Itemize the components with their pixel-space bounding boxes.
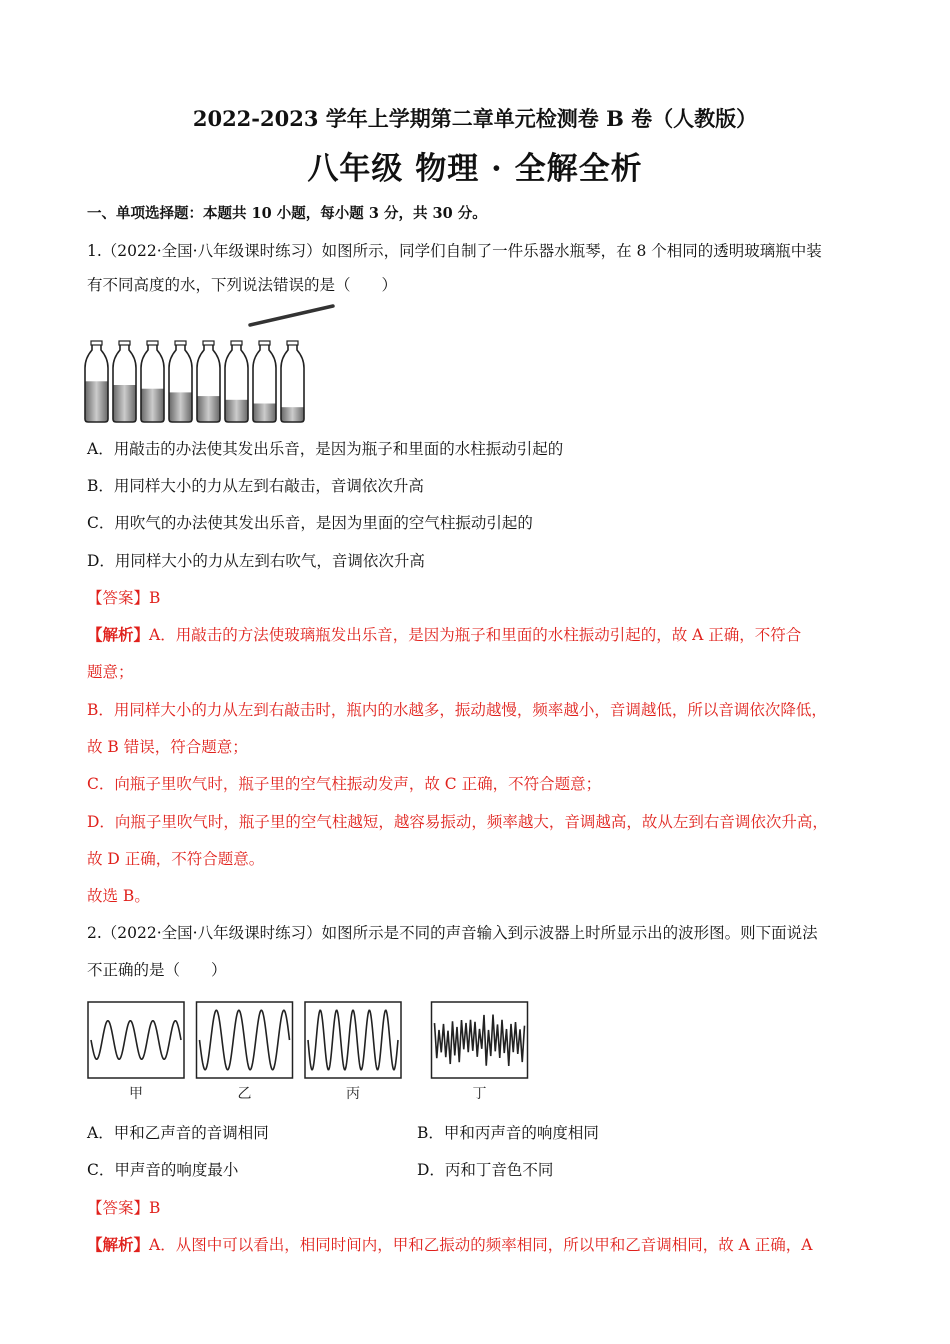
q2-option-b: B．甲和丙声音的响度相同 [417, 1124, 599, 1142]
q1-option-b: B．用同样大小的力从左到右敲击，音调依次升高 [87, 477, 424, 495]
water-column [251, 404, 278, 425]
q2-option-c: C．甲声音的响度最小 [87, 1161, 239, 1179]
waveform-panel [432, 1002, 528, 1102]
q2-answer: 【答案】B [87, 1199, 161, 1217]
q2-analysis-label: 【解析】 [87, 1235, 150, 1254]
waveform-panel [305, 1002, 401, 1102]
bottle-mouth [231, 341, 242, 345]
water-bottle [279, 341, 306, 424]
water-bottle [83, 341, 110, 424]
striking-stick [250, 306, 333, 325]
q1-stem-line2: 有不同高度的水，下列说法错误的是（ ） [87, 276, 398, 294]
q1-analysis-line5: C．向瓶子里吹气时，瓶子里的空气柱振动发声，故 C 正确，不符合题意； [87, 775, 602, 793]
waveform-figure [86, 998, 526, 1108]
q1-option-a: A．用敲击的办法使其发出乐音，是因为瓶子和里面的水柱振动引起的 [87, 440, 564, 458]
q2-option-a: A．甲和乙声音的音调相同 [87, 1124, 269, 1142]
bottle-mouth [203, 341, 214, 345]
waveform-panel [197, 1002, 293, 1102]
bottle-mouth [91, 341, 102, 345]
q1-analysis-label: 【解析】 [87, 625, 150, 644]
q1-option-d: D．用同样大小的力从左到右吹气，音调依次升高 [87, 552, 425, 570]
q2-stem-line2: 不正确的是（ ） [87, 961, 227, 979]
q2-stem-line1: 2.（2022·全国·八年级课时练习）如图所示是不同的声音输入到示波器上时所显示出的波形图。则下面说法 [87, 924, 818, 942]
water-column [83, 381, 110, 424]
q1-analysis-line3: B．用同样大小的力从左到右敲击时，瓶内的水越多，振动越慢，频率越小，音调越低，所以音调依次降低， [87, 701, 827, 719]
water-bottle [111, 341, 138, 424]
water-bottle [167, 341, 194, 424]
bottle-mouth [259, 341, 270, 345]
bottle-mouth [287, 341, 298, 345]
q1-analysis-line1: 【解析】A．用敲击的方法使玻璃瓶发出乐音，是因为瓶子和里面的水柱振动引起的，故 A 正确，不符合 [87, 625, 802, 644]
water-column [139, 389, 166, 424]
section-heading: 一、单项选择题：本题共 10 小题，每小题 3 分，共 30 分。 [87, 205, 487, 222]
q1-answer: 【答案】B [87, 589, 161, 607]
water-bottle [251, 341, 278, 424]
water-bottle [139, 341, 166, 424]
water-column [167, 392, 194, 424]
oscilloscope-frame [432, 1002, 528, 1078]
q1-analysis-line6: D．向瓶子里吹气时，瓶子里的空气柱越短，越容易振动，频率越大，音调越高，故从左到右音调依次升高， [87, 813, 828, 831]
q1-analysis-line4: 故 B 错误，符合题意； [87, 738, 248, 756]
q1-analysis-line2: 题意； [87, 663, 134, 681]
water-column [223, 400, 250, 424]
waveform-label: 甲 [129, 1086, 143, 1102]
q1-analysis-line7: 故 D 正确，不符合题意。 [87, 850, 265, 868]
water-bottle-figure [80, 302, 340, 427]
q2-analysis-line1: 【解析】A．从图中可以看出，相同时间内，甲和乙振动的频率相同，所以甲和乙音调相同，故 A 正确，A [87, 1235, 813, 1254]
q2-option-d: D．丙和丁音色不同 [417, 1161, 554, 1179]
waveform-label: 乙 [237, 1086, 252, 1102]
waveform-label: 丙 [346, 1086, 360, 1102]
bottle-mouth [119, 341, 130, 345]
bottle-mouth [175, 341, 186, 345]
waveform-panel [88, 1002, 184, 1102]
exam-title: 2022-2023 学年上学期第二章单元检测卷 B 卷（人教版） [192, 106, 758, 131]
water-bottle [195, 341, 222, 424]
bottle-mouth [147, 341, 158, 345]
waveform-label: 丁 [472, 1086, 487, 1102]
water-column [195, 396, 222, 424]
q1-analysis-line8: 故选 B。 [87, 887, 150, 905]
water-bottle [223, 341, 250, 424]
q1-stem-line1: 1.（2022·全国·八年级课时练习）如图所示，同学们自制了一件乐器水瓶琴，在 8 个相同的透明玻璃瓶中装 [87, 242, 822, 260]
exam-subtitle: 八年级 物理 · 全解全析 [307, 151, 643, 187]
water-column [111, 385, 138, 424]
q1-option-c: C．用吹气的办法使其发出乐音，是因为里面的空气柱振动引起的 [87, 514, 533, 532]
